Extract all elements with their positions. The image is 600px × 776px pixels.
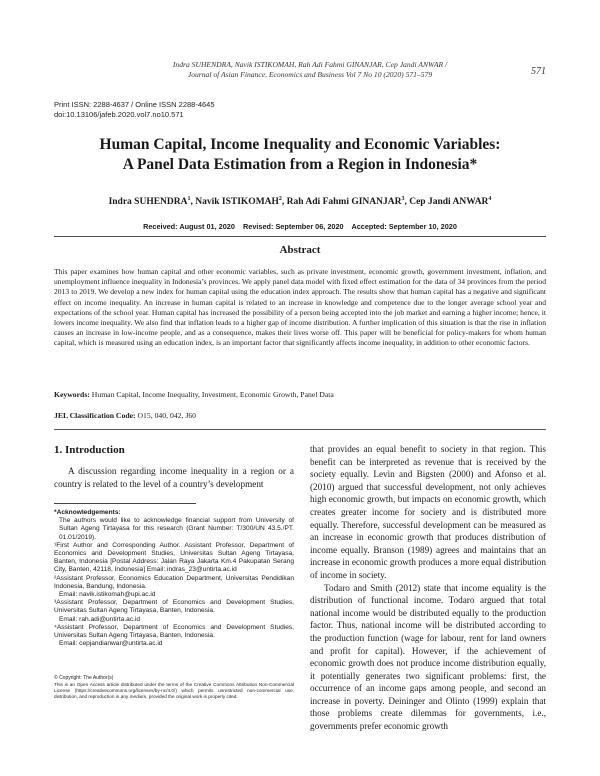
footnote-3-email: Email: rah.adi@untirta.ac.id xyxy=(59,615,141,623)
license-notice: This is an Open Access article distributed under the terms of the Creative Commons Attribution Non-Commercial License (https://creativecommons.org/licenses/by-nc/4.0/) which permits unrestricted non-commercial use, distribution, and reproduction in any medium, provided the original work is properly cited. xyxy=(54,682,294,699)
footnote-4-email: Email: cepjandianwar@untirta.ac.id xyxy=(59,640,163,648)
intro-right-column xyxy=(310,443,546,733)
divider xyxy=(54,236,546,237)
doi-line: doi:10.13106/jafeb.2020.vol7.no10.571 xyxy=(54,109,184,119)
title-line-2: A Panel Data Estimation from a Region in Indonesia* xyxy=(122,156,478,173)
revised-date: Revised: September 06, 2020 xyxy=(243,222,344,231)
issn-line: Print ISSN: 2288-4637 / Online ISSN 2288-4645 xyxy=(54,100,215,109)
submission-dates xyxy=(40,222,560,231)
jel-text: O15, 040, 042, J60 xyxy=(135,411,197,420)
author-list: Indra SUHENDRA$^1$, Navik ISTIKOMAH$^2$, Rah Adi Fahmi GINANJAR$^3$, Cep Jandi ANWAR$^4$ xyxy=(108,196,492,208)
author-name: Rah Adi Fahmi GINANJAR xyxy=(286,197,402,208)
accepted-date: Accepted: September 10, 2020 xyxy=(351,222,457,231)
acknowledgements-heading: *Acknowledgements: xyxy=(54,509,121,516)
jel-label: JEL Classification Code: xyxy=(54,411,136,420)
author-name: Cep Jandi ANWAR xyxy=(409,197,489,208)
footnotes xyxy=(54,509,294,648)
keywords-text: Human Capital, Income Inequality, Investment, Economic Growth, Panel Data xyxy=(89,390,334,399)
keywords xyxy=(54,390,546,399)
acknowledgements-text: The authors would like to acknowledge financial support from University of Sultan Ageng Tirtayasa for this research (Grant Number: T/300/UN 43.5./PT. 01.01/2019). xyxy=(59,517,294,541)
running-head-authors: Indra SUHENDRA, Navik ISTIKOMAH, Rah Adi Fahmi GINANJAR, Cep Jandi ANWAR / xyxy=(172,60,448,69)
copyright-line: © Copyright: The Author(s) xyxy=(54,675,114,681)
footnote-divider xyxy=(54,503,196,504)
abstract-text: This paper examines how human capital and other economic variables, such as private investment, economic growth, government investment, inflation, and unemployment influence inequality in Indonesia’s provinces. We apply panel data model with fixed effect estimation for the data of 34 provinces from the period 2013 to 2019. We develop a new index for human capital using the education index approach. The results show that human capital has a negative and significant effect on income inequality. An increase in human capital is related to an increase in knowledge and competence due to the longer average school year and expectations of the school year. Human capital has increased the possibility of a person being accepted into the job market and earning a higher income; hence, it lowers income inequality. We also find that inflation leads to a higher gap of income distribution. A further implication of this situation is that the rise in inflation causes an increase in low-income people, and as a consequence, makes their lives worse off. This paper will be beneficial for policy-makers for whom human capital, which is measured using an education index, is an important factor that significantly affects income inequality, in addition to other economic factors. xyxy=(54,267,546,348)
title-line-1: Human Capital, Income Inequality and Economic Variables: xyxy=(99,136,501,153)
section-heading-introduction: 1. Introduction xyxy=(54,444,125,456)
divider xyxy=(54,429,546,430)
running-head xyxy=(110,60,510,80)
abstract-heading: Abstract xyxy=(279,244,321,256)
issn-block xyxy=(54,100,215,119)
footnote-2: ²Assistant Professor, Economics Education Department, Universitas Pendidikan Indonesia, Bandung, Indonesia. xyxy=(54,574,294,590)
received-date: Received: August 01, 2020 xyxy=(143,222,235,231)
intro-paragraph: that provides an equal benefit to society in that region. This benefit can be interpreted as revenue that is received by the society equally. Levin and Bigsten (2000) and Afonso et al. (2010) argued that successful development, not only achieves high economic growth, but impacts on economic growth, which creates greater income for society and is distributed more equally. Therefore, successful development can be measured as an increase in economic growth that produces distribution of income equally. Branson (1989) agrees and maintains that an increase in economic growth produces a more equal distribution of income in society. xyxy=(310,444,546,580)
paper-title xyxy=(40,135,560,175)
footnote-1: ¹First Author and Corresponding Author. Assistant Professor, Department of Economics and Development Studies, Universitas Sultan Ageng Tirtayasa, Banten, Indonesia [Postal Address: Jalan Raya Jakarta Km.4 Pakupatan Serang City, Banten, 42118, Indonesia] Email: indras_23@untirta.ac.id xyxy=(54,541,294,574)
author-affiliation-mark: 1 xyxy=(187,196,191,202)
author-affiliation-mark: 4 xyxy=(488,196,492,202)
footnote-2-email: Email: navik.istikomah@upi.ac.id xyxy=(59,591,156,599)
author-affiliation-mark: 3 xyxy=(401,196,405,202)
intro-paragraph: Todaro and Smith (2012) state that income equality is the distribution of functional income. Todaro argued that total national income would be distributed equally to the production factor. Thus, national income will be distributed according to the production function (wage for labour, rent for land owners and profit for capital). However, if the achievement of economic growth does not produce income distribution equally, it potentially generates two significant problems: first, the occurrence of an income gaps among people, and second an increase in poverty. Deininger and Olinto (1999) explain that those problems create dilemmas for governments, i.e., governments prefer economic growth xyxy=(310,582,546,732)
author-affiliation-mark: 2 xyxy=(278,196,282,202)
footnote-3: ³Assistant Professor, Department of Economics and Development Studies, Universitas Sultan Ageng Tirtayasa, Banten, Indonesia. xyxy=(54,599,294,615)
jel-codes xyxy=(54,411,546,420)
keywords-label: Keywords: xyxy=(54,390,90,399)
footnote-4: ⁴Assistant Professor, Department of Economics and Development Studies, Universitas Sultan Ageng Tirtayasa, Banten, Indonesia. xyxy=(54,623,294,640)
intro-left-column: A discussion regarding income inequality in a region or a country is related to the level of a country’s development xyxy=(54,466,294,489)
running-head-journal: Journal of Asian Finance, Economics and Business Vol 7 No 10 (2020) 571–579 xyxy=(187,70,433,79)
author-name: Navik ISTIKOMAH xyxy=(195,197,279,208)
author-name: Indra SUHENDRA xyxy=(108,197,188,208)
page-number: 571 xyxy=(531,66,546,77)
